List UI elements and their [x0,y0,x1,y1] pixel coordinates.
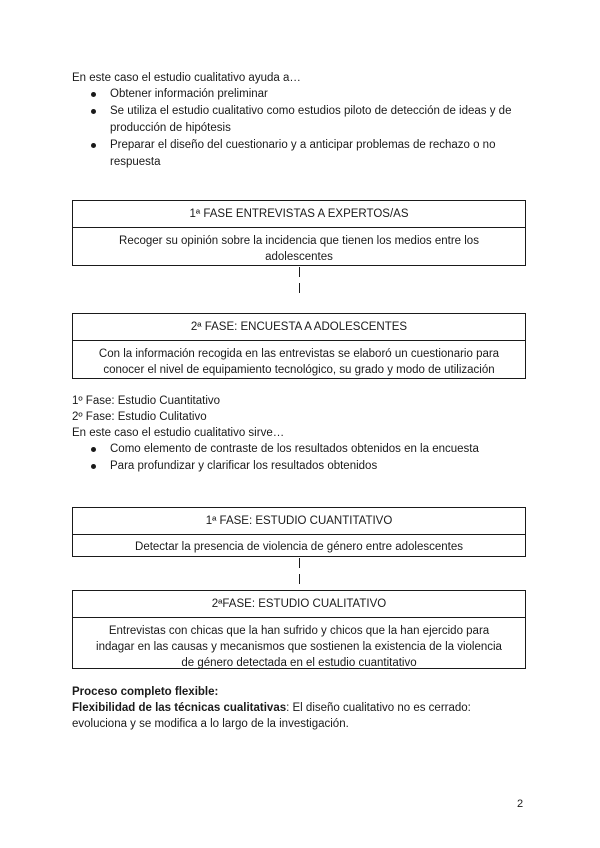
intro-text-1: En este caso el estudio cualitativo ayuda a… [72,72,301,84]
connector-line [299,558,300,568]
bullet-list-1 [88,86,528,171]
list-item: Para profundizar y clarificar los resultados obtenidos [88,458,528,475]
list-item: Como elemento de contraste de los resultados obtenidos en la encuesta [88,441,528,458]
phase-box-expertos [72,200,526,266]
list-item: Obtener información preliminar [88,86,528,103]
flexibilidad-term: Flexibilidad de las técnicas cualitativas [72,702,287,714]
list-item: Preparar el diseño del cuestionario y a anticipar problemas de rechazo o no respuesta [88,137,528,171]
phase-box-description: Con la información recogida en las entrevistas se elaboró un cuestionario para conocer el nivel de equipamiento tecnológico, su grado y modo de utilización [98,348,500,376]
connector-line [299,574,300,584]
bullet-list-2 [88,441,528,475]
fase-1-line: 1º Fase: Estudio Cuantitativo [72,395,221,407]
flexibilidad-text: : El diseño cualitativo no es cerrado: [286,702,471,714]
phase-box-cuantitativo [72,507,526,557]
phase-box-title: 1ª FASE: ESTUDIO CUANTITATIVO [73,508,525,535]
fase-2-line: 2º Fase: Estudio Culitativo [72,411,207,423]
phase-box-title: 2ª FASE: ENCUESTA A ADOLESCENTES [73,314,525,341]
phase-box-description: Entrevistas con chicas que la han sufrido y chicos que la han ejercido para indagar en las causas y mecanismos que sostienen la existencia de la violencia de género detectada en el estudio cuantitativo [96,625,502,669]
connector-line [299,283,300,293]
connector-line [299,267,300,277]
flexibilidad-paragraph [72,700,471,716]
flexibilidad-continuation: evoluciona y se modifica a lo largo de la investigación. [72,718,349,730]
phase-box-title: 1ª FASE ENTREVISTAS A EXPERTOS/AS [73,201,525,228]
phase-box-encuesta [72,313,526,379]
phase-box-description: Recoger su opinión sobre la incidencia que tienen los medios entre los adolescentes [119,235,479,263]
phase-box-title: 2ªFASE: ESTUDIO CUALITATIVO [73,591,525,618]
proceso-heading: Proceso completo flexible: [72,686,219,698]
list-item: Se utiliza el estudio cualitativo como estudios piloto de detección de ideas y de producción de hipótesis [88,103,528,137]
phase-box-description: Detectar la presencia de violencia de género entre adolescentes [135,541,463,553]
phase-box-cualitativo [72,590,526,669]
intro-text-2: En este caso el estudio cualitativo sirve… [72,427,285,439]
page-number: 2 [517,798,524,810]
